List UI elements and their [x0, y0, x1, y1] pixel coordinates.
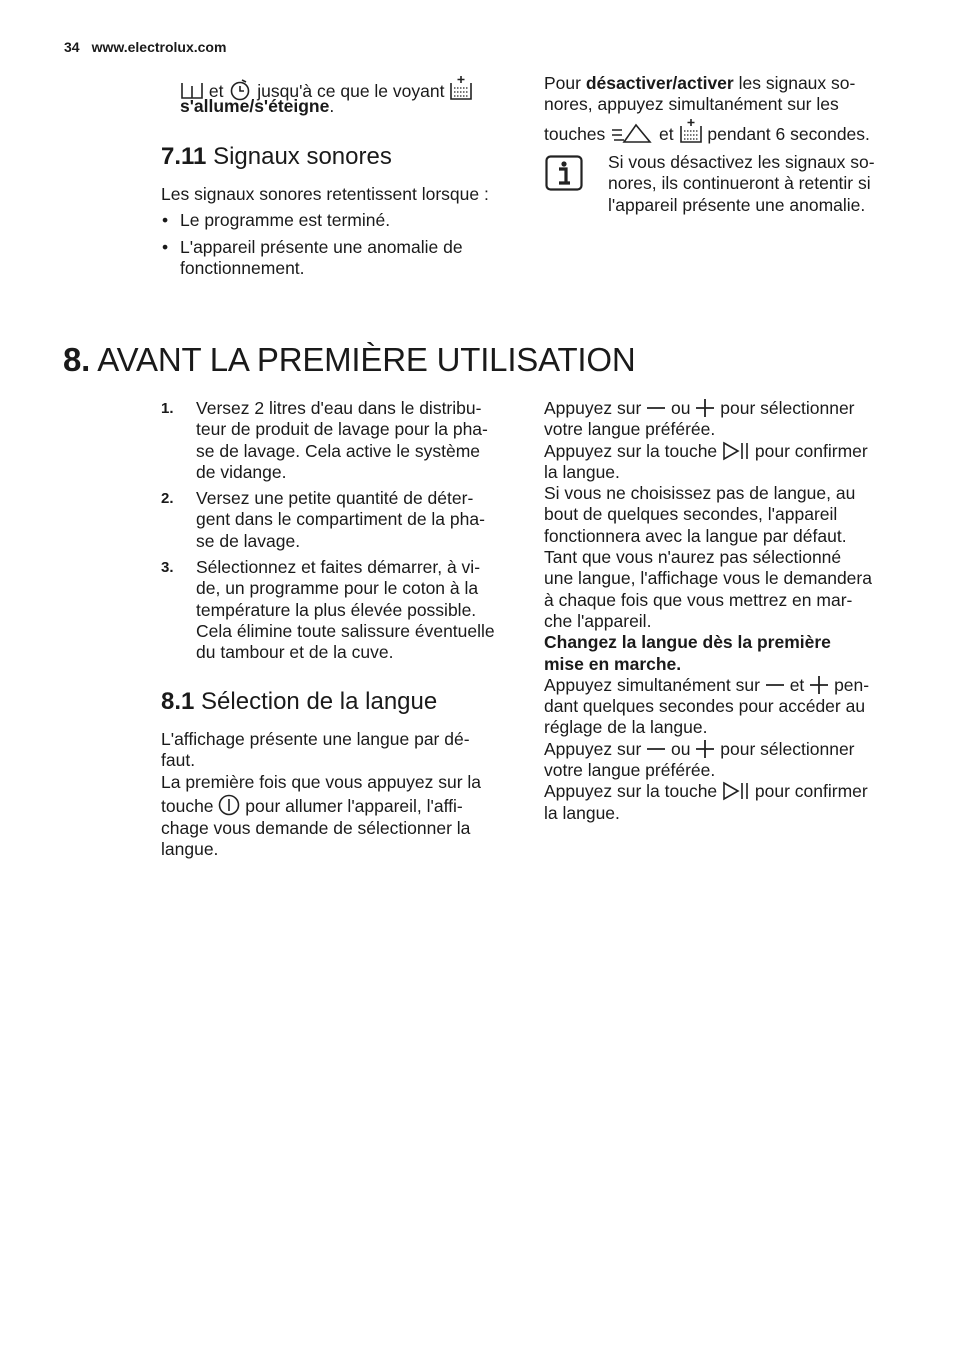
section-8-1-body: L'affichage présente une langue par dé- faut. La première fois que vous appuyez sur la touche pour allumer l'appareil, l'affi- chage vous demande de sélectionner la langue.: [161, 729, 482, 860]
info-icon: [545, 155, 585, 191]
allume-text: s'allume/s'éteigne: [180, 96, 330, 117]
section-7-11-intro: Les signaux sonores retentissent lorsque :: [161, 184, 489, 204]
step-item: 1. Versez 2 litres d'eau dans le distribu- teur de produit de lavage pour la pha- se de lavage. Cela active le système de vidange.: [161, 398, 488, 482]
bullet-item: • Le programme est terminé.: [161, 210, 521, 231]
language-instructions: Appuyez sur ou pour sélectionner votre langue préférée. Appuyez sur la touche pour confirmer la langue. Si vous ne choisissez pas de langue, au bout de quelques secondes, l'appareil fonctionnera avec la langue par défaut. Tant que vous n'aurez pas sélectionné une langue, l'affichage vous le demandera à chaque fois que vous mettrez en mar- che l'appareil. Changez la langue dès la première mise en marche. Appuyez simultanément sur et pen- dant quelques secondes pour accéder au réglage de la langue. Appuyez sur ou pour sélectionner votre langue préférée. Appuyez sur la touche pour confirmer la langue.: [544, 398, 872, 823]
steps-list-wrap: [161, 398, 521, 669]
step-item: 2. Versez une petite quantité de déter- gent dans le compartiment de la pha- se de lavage.: [161, 488, 485, 551]
section-8-heading: 8. AVANT LA PREMIÈRE UTILISATION: [63, 341, 636, 378]
quick-wash-icon: [610, 122, 654, 144]
section-7-11-body: [161, 184, 521, 284]
steps-list: [161, 398, 521, 664]
power-icon: [218, 794, 240, 816]
plus-icon: [695, 739, 715, 759]
section-7-11-heading: 7.11 Signaux sonores: [161, 143, 392, 170]
minus-icon: [765, 677, 785, 695]
section-8-1-heading: 8.1 Sélection de la langue: [161, 688, 438, 715]
lock-indicator-icon: [679, 118, 703, 144]
bullet-item: • L'appareil présente une anomalie de fonctionnement.: [161, 237, 510, 280]
sound-toggle-paragraph: Pour désactiver/activer les signaux so- nores, appuyez simultanément sur les touches et pendant 6 secondes.: [544, 73, 870, 144]
page-header: [64, 38, 226, 56]
page-number: 34: [64, 39, 80, 55]
top-continuation: et jusqu'à ce que le voyant s'allume/s'éteigne.: [180, 75, 520, 118]
minus-icon: [646, 400, 666, 418]
section-7-11-bullets: [161, 210, 521, 279]
header-url: www.electrolux.com: [91, 39, 227, 55]
plus-icon: [695, 398, 715, 418]
step-item: 3. Sélectionnez et faites démarrer, à vi- de, un programme pour le coton à la température la plus élevée possible. Cela élimine toute salissure éventuelle du tambour et de la cuve.: [161, 557, 495, 663]
start-pause-icon: [722, 441, 750, 461]
plus-icon: [809, 675, 829, 695]
info-note: Si vous désactivez les signaux so- nores, ils continueront à retentir si l'appareil présente une anomalie.: [608, 152, 875, 215]
start-pause-icon: [722, 781, 750, 801]
minus-icon: [646, 741, 666, 759]
lock-indicator-icon: [449, 75, 473, 101]
